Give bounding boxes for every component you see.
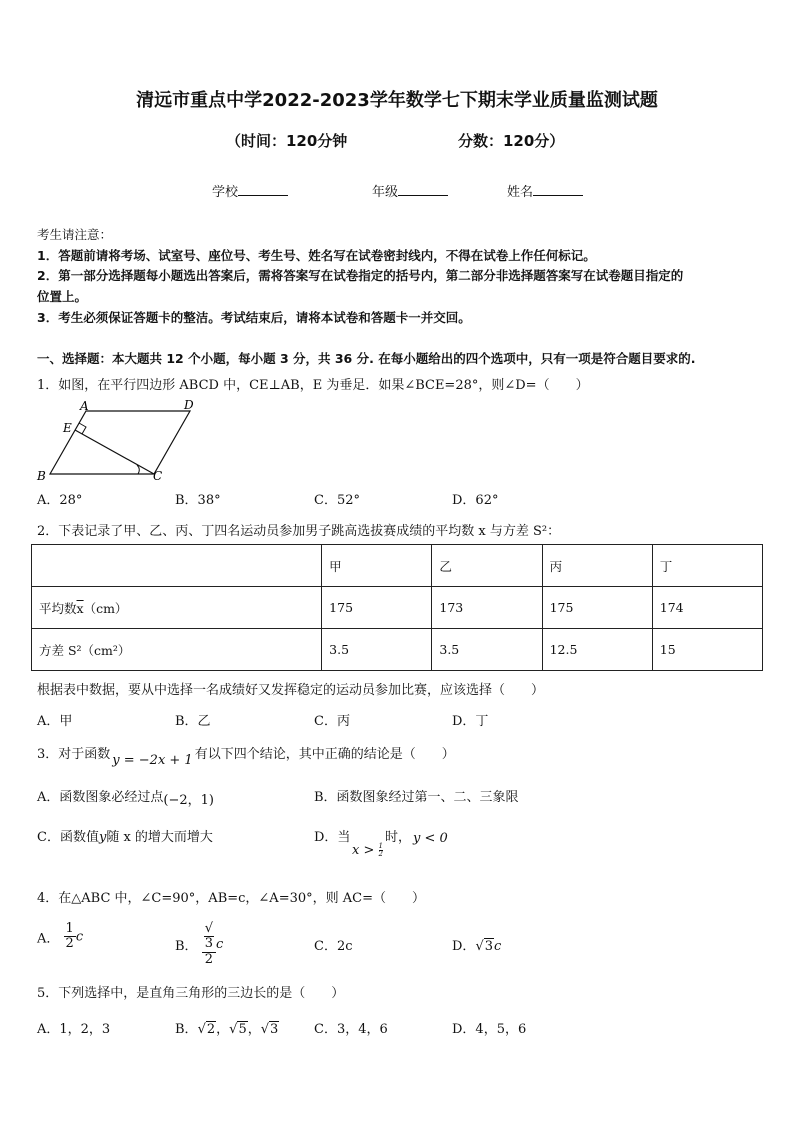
q3-option-d-result: y < 0 [413, 831, 448, 846]
q3-option-b: B．函数图象经过第一、二、三象限 [314, 790, 519, 805]
note-item: 1．答题前请将考场、试室号、座位号、考生号、姓名写在试卷密封线内，不得在试卷上作任何标记。 [37, 248, 596, 263]
q3-option-c-end: 随 x 的增大而增大 [106, 830, 213, 845]
row-label-variance: 方差 S²（cm²） [32, 629, 322, 671]
grade-field [372, 181, 448, 200]
q2-option-b: B．乙 [175, 714, 211, 729]
q5-option-b-label: B． [175, 1022, 198, 1037]
table-cell: 12.5 [542, 629, 652, 671]
exam-score: 分数：120分） [458, 132, 565, 150]
q5-option-b: B．√2，√5，√3 [175, 1022, 279, 1037]
question-1-stem: 1．如图，在平行四边形 ABCD 中，CE⊥AB，E 为垂足．如果∠BCE=28°，则∠D=（ ） [37, 378, 589, 393]
q3-option-a-text: A．函数图象必经过点 [37, 790, 164, 805]
table-cell: 175 [322, 587, 432, 629]
q3-function: y = −2x + 1 [112, 753, 193, 768]
name-field [507, 181, 583, 200]
label-b: B [37, 469, 46, 483]
q4-option-b-label: B． [175, 938, 198, 954]
radicand: 3 [270, 1022, 279, 1037]
q3-stem-start: 3．对于函数 [37, 747, 111, 762]
table-header-row [32, 545, 763, 587]
mean-label: 平均数 [39, 600, 77, 616]
q4-option-a-label: A． [37, 931, 60, 947]
q3-cond-text: x > [352, 843, 375, 858]
q3-option-d-tail: 时， [385, 830, 412, 845]
q4-option-c: C．2c [314, 939, 353, 954]
question-2-followup: 根据表中数据，要从中选择一名成绩好又发挥稳定的运动员参加比赛，应该选择（ ） [37, 683, 545, 698]
page-title: 清远市重点中学2022-2023学年数学七下期末学业质量监测试题 [136, 90, 658, 111]
radicand: 5 [238, 1022, 247, 1037]
fraction-denominator: 2 [65, 936, 74, 952]
q2-option-a: A．甲 [37, 714, 73, 729]
angle-mark [137, 465, 139, 474]
sqrt-sign: √ [260, 1022, 270, 1037]
q4-option-b [175, 922, 223, 967]
table-header: 甲 [322, 545, 432, 587]
q4-d-variable: c [494, 939, 502, 954]
section-heading: 一、选择题：本大题共 12 个小题，每小题 3 分，共 36 分. 在每小题给出的四个选项中，只有一项是符合题目要求的. [37, 351, 696, 366]
note-item: 位置上。 [37, 289, 88, 304]
grade-label: 年级 [372, 185, 399, 200]
label-a: A [80, 399, 89, 413]
q3-option-c-y: y [98, 830, 107, 845]
table-row [32, 629, 763, 671]
mean-symbol: $\overline{x}$ [76, 600, 84, 616]
row-label-mean [32, 587, 322, 629]
table-header: 乙 [432, 545, 542, 587]
grade-blank [398, 183, 448, 196]
table-cell: 15 [652, 629, 762, 671]
q3-option-d: D．当 [314, 830, 351, 845]
q3-option-c [37, 826, 213, 845]
question-5-stem: 5．下列选择中，是直角三角形的三边长的是（ ） [37, 986, 345, 1001]
radicand: 2 [206, 1022, 216, 1037]
fraction-numerator: √ 3 [202, 922, 216, 953]
sqrt-sign: √ [197, 1022, 206, 1037]
q4-b-variable: c [215, 936, 224, 952]
q3-option-d-condition [352, 843, 383, 858]
table-cell: 175 [542, 587, 652, 629]
q4-a-variable: c [75, 929, 84, 945]
q3-stem-end: 有以下四个结论，其中正确的结论是（ ） [194, 747, 455, 762]
table-header: 丁 [652, 545, 762, 587]
school-label: 学校 [212, 185, 239, 200]
table-cell: 174 [652, 587, 762, 629]
table-header: 丙 [542, 545, 652, 587]
q4-b-fraction [202, 922, 216, 967]
table-cell: 3.5 [432, 629, 542, 671]
q2-option-d: D．丁 [452, 714, 489, 729]
table-row [32, 587, 763, 629]
sqrt-sign: √ [475, 939, 484, 954]
school-blank [238, 183, 288, 196]
radicand: 3 [484, 939, 494, 954]
score-table [31, 544, 763, 671]
q2-option-c: C．丙 [314, 714, 350, 729]
note-item: 2．第一部分选择题每小题选出答案后，需将答案写在试卷指定的括号内，第二部分非选择题答案写在试卷题目指定的 [37, 268, 684, 283]
question-2-stem: 2．下表记录了甲、乙、丙、丁四名运动员参加男子跳高选拔赛成绩的平均数 x 与方差 S²： [37, 524, 561, 539]
exam-time: （时间：120分钟 [226, 132, 348, 150]
notes-heading: 考生请注意： [37, 227, 113, 242]
parallelogram-figure [34, 396, 204, 484]
q5-option-c: C．3，4，6 [314, 1022, 388, 1037]
q4-option-d [452, 935, 501, 954]
fraction-denominator: 2 [204, 951, 213, 967]
q3-cond-fraction [379, 843, 383, 858]
label-d: D [184, 398, 194, 412]
mean-unit: （cm） [83, 600, 128, 616]
q3-option-a [37, 786, 214, 808]
q4-option-d-label: D． [452, 939, 476, 954]
sqrt-sign: √ [229, 1022, 238, 1037]
fraction-denominator: 2 [378, 850, 383, 858]
note-item: 3．考生必须保证答题卡的整洁。考试结束后，请将本试卷和答题卡一并交回。 [37, 310, 471, 325]
fraction-numerator: 1 [378, 842, 383, 850]
table-cell: 173 [432, 587, 542, 629]
radicand: 3 [204, 936, 213, 952]
label-c: C [153, 469, 163, 483]
question-3-stem [37, 743, 455, 768]
label-e: E [63, 421, 72, 435]
segment-ce [75, 430, 154, 474]
q1-option-d: D．62° [452, 493, 499, 508]
fraction-numerator: 1 [65, 921, 74, 936]
question-4-stem: 4．在△ABC 中，∠C=90°，AB=c，∠A=30°，则 AC=（ ） [37, 891, 425, 906]
q1-option-c: C．52° [314, 493, 360, 508]
q1-option-a: A．28° [37, 493, 83, 508]
table-cell: 3.5 [322, 629, 432, 671]
q5-option-a: A．1，2，3 [37, 1022, 111, 1037]
name-blank [533, 183, 583, 196]
table-cell [32, 545, 322, 587]
q1-option-b: B．38° [175, 493, 221, 508]
q4-a-fraction [64, 922, 76, 952]
q4-option-a [37, 922, 83, 952]
school-field [212, 181, 288, 200]
q3-option-c-start: C．函数值 [37, 830, 99, 845]
name-label: 姓名 [507, 185, 534, 200]
q3-point: (−2，1) [163, 793, 214, 808]
q5-option-d: D．4，5，6 [452, 1022, 527, 1037]
